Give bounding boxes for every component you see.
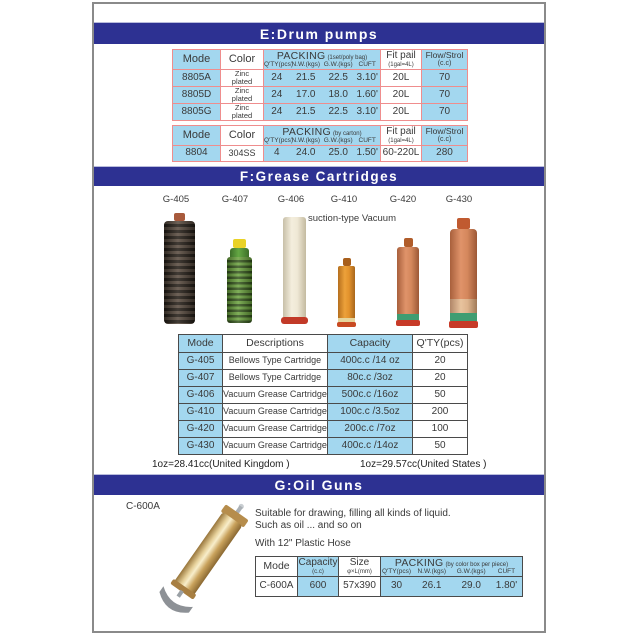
g406-cartridge-image — [281, 217, 308, 324]
section-title: F:Grease Cartridges — [239, 169, 399, 184]
table-row — [173, 69, 468, 86]
capacity-cell: 100c.c /3.5oz — [328, 404, 413, 421]
table-header-row — [173, 126, 468, 146]
col-header-capacity: Capacity — [328, 335, 413, 353]
table-row — [179, 387, 468, 404]
c600a-oil-gun-image — [156, 494, 261, 626]
table-header-row — [173, 50, 468, 70]
capacity-cell: 600 — [298, 576, 339, 596]
col-header-color: Color — [221, 126, 264, 146]
qty-cell: 100 — [413, 421, 468, 438]
g407-shoulder — [230, 248, 249, 257]
col-header-packing: PACKING (1set/poly bag) Q'TY(pcs) N.W.(kgs) G.W.(kgs) CUFT — [264, 50, 381, 70]
capacity-cell: 500c.c /16oz — [328, 387, 413, 404]
g430-lower-body — [450, 299, 477, 313]
g407-cartridge-image — [227, 239, 252, 323]
packing-cell: 4 24.0 25.0 1.50' — [264, 145, 381, 161]
capacity-cell: 400c.c /14oz — [328, 438, 413, 455]
qty-cell: 50 — [413, 438, 468, 455]
capacity-cell: 400c.c /14 oz — [328, 353, 413, 370]
oil-gun-description-line3: With 12" Plastic Hose — [255, 538, 351, 549]
packing-cell: 30 26.1 29.0 1.80' — [381, 576, 523, 596]
col-header-capacity: Capacity (c.c) — [298, 557, 338, 575]
product-label-g407: G-407 — [221, 194, 249, 205]
col-header-mode: Mode — [179, 335, 223, 353]
table-row — [179, 404, 468, 421]
product-label-g405: G-405 — [162, 194, 190, 205]
mode-cell: G-430 — [179, 438, 223, 455]
section-title: G:Oil Guns — [274, 477, 364, 493]
product-label-g410: G-410 — [330, 194, 358, 205]
mode-cell: G-406 — [179, 387, 223, 404]
footnote-us: 1oz=29.57cc(United States ) — [360, 459, 487, 470]
mode-cell: 8804 — [173, 145, 221, 161]
flow-cell: 70 — [422, 103, 468, 120]
col-header-color: Color — [221, 50, 264, 70]
g420-body — [397, 247, 419, 314]
mode-cell: G-420 — [179, 421, 223, 438]
col-header-fit-pail: Fit pail (1gal=4L) — [381, 50, 422, 70]
packing-cell: 24 17.0 18.0 1.60' — [264, 86, 381, 103]
oil-gun-description-line1: Suitable for drawing, filling all kinds of liquid. — [255, 508, 451, 519]
col-header-mode: Mode — [173, 126, 221, 146]
col-header-packing: PACKING (by carton) Q'TY(pcs) N.W.(kgs) G.W.(kgs) CUFT — [264, 126, 381, 146]
color-cell: Zinc plated — [221, 86, 264, 103]
col-header-flow: Flow/Strol (c.c) — [422, 126, 468, 146]
qty-cell: 20 — [413, 353, 468, 370]
g405-cap — [174, 213, 185, 221]
table-header-row — [256, 557, 523, 577]
table-row — [173, 86, 468, 103]
product-label-g406: G-406 — [277, 194, 305, 205]
section-header-drum-pumps — [94, 22, 544, 44]
description-cell: Bellows Type Cartridge — [223, 370, 328, 387]
drum-pumps-table-carton — [172, 125, 468, 162]
table-header-row — [179, 335, 468, 353]
g410-body — [338, 266, 355, 318]
drum-pumps-table-polybag — [172, 49, 468, 121]
capacity-cell: 80c.c /3oz — [328, 370, 413, 387]
g430-cap — [457, 218, 470, 229]
grease-cartridges-table — [178, 334, 468, 455]
oil-guns-table — [255, 556, 523, 597]
table-row — [256, 576, 523, 596]
table-row — [179, 421, 468, 438]
section-header-oil-guns — [94, 474, 544, 495]
color-cell: Zinc plated — [221, 103, 264, 120]
g430-green-ring — [450, 313, 477, 321]
product-label-g420: G-420 — [389, 194, 417, 205]
g410-cap — [343, 258, 351, 266]
mode-cell: G-410 — [179, 404, 223, 421]
fit-pail-cell: 20L — [381, 86, 422, 103]
section-header-grease-cartridges — [94, 166, 544, 186]
flow-cell: 280 — [422, 145, 468, 161]
g430-cartridge-image — [449, 218, 478, 328]
color-cell: Zinc plated — [221, 69, 264, 86]
color-cell: 304SS — [221, 145, 264, 161]
fit-pail-cell: 20L — [381, 69, 422, 86]
g420-base — [396, 320, 420, 326]
flow-cell: 70 — [422, 69, 468, 86]
table-row — [179, 438, 468, 455]
g407-cap — [233, 239, 246, 248]
g406-body — [283, 217, 306, 317]
suction-type-annotation: suction-type Vacuum — [308, 213, 397, 224]
g410-base — [337, 322, 356, 327]
col-header-descriptions: Descriptions — [223, 335, 328, 353]
g430-body — [450, 229, 477, 299]
flow-cell: 70 — [422, 86, 468, 103]
oil-gun-label: C-600A — [126, 501, 160, 512]
qty-cell: 50 — [413, 387, 468, 404]
g407-bellows-body — [227, 257, 252, 323]
col-header-mode: Mode — [173, 50, 221, 70]
packing-cell: 24 21.5 22.5 3.10' — [264, 103, 381, 120]
qty-cell: 200 — [413, 404, 468, 421]
mode-cell: 8805G — [173, 103, 221, 120]
mode-cell: G-405 — [179, 353, 223, 370]
mode-cell: 8805D — [173, 86, 221, 103]
g405-bellows-body — [164, 221, 195, 324]
table-row — [179, 370, 468, 387]
description-cell: Vacuum Grease Cartridge — [223, 387, 328, 404]
g420-cartridge-image — [396, 238, 420, 326]
g406-base — [281, 317, 308, 324]
col-header-mode: Mode — [256, 557, 298, 577]
col-header-size: Size φ×L(mm) — [339, 557, 381, 577]
g410-cartridge-image — [337, 258, 356, 327]
section-title: E:Drum pumps — [259, 25, 379, 42]
description-cell: Vacuum Grease Cartridge — [223, 421, 328, 438]
capacity-cell: 200c.c /7oz — [328, 421, 413, 438]
description-cell: Vacuum Grease Cartridge — [223, 438, 328, 455]
description-cell: Bellows Type Cartridge — [223, 353, 328, 370]
fit-pail-cell: 20L — [381, 103, 422, 120]
table-row — [173, 145, 468, 161]
footnote-uk: 1oz=28.41cc(United Kingdom ) — [152, 459, 290, 470]
g420-cap — [404, 238, 413, 247]
product-label-g430: G-430 — [445, 194, 473, 205]
mode-cell: C-600A — [256, 576, 298, 596]
description-cell: Vacuum Grease Cartridge — [223, 404, 328, 421]
col-header-qty: Q'TY(pcs) — [413, 335, 468, 353]
col-header-packing: PACKING (by color box per piece) Q'TY(pcs) N.W.(kgs) G.W.(kgs) CUFT — [381, 557, 523, 577]
g430-base — [449, 321, 478, 328]
size-cell: 57x390 — [339, 576, 381, 596]
mode-cell: G-407 — [179, 370, 223, 387]
table-row — [179, 353, 468, 370]
fit-pail-cell: 60-220L — [381, 145, 422, 161]
table-row — [173, 103, 468, 120]
col-header-flow: Flow/Strol (c.c) — [422, 50, 468, 70]
oil-gun-description-line2: Such as oil ... and so on — [255, 520, 362, 531]
col-header-fit-pail: Fit pail (1gal=4L) — [381, 126, 422, 146]
qty-cell: 20 — [413, 370, 468, 387]
g405-cartridge-image — [164, 213, 195, 324]
packing-cell: 24 21.5 22.5 3.10' — [264, 69, 381, 86]
mode-cell: 8805A — [173, 69, 221, 86]
